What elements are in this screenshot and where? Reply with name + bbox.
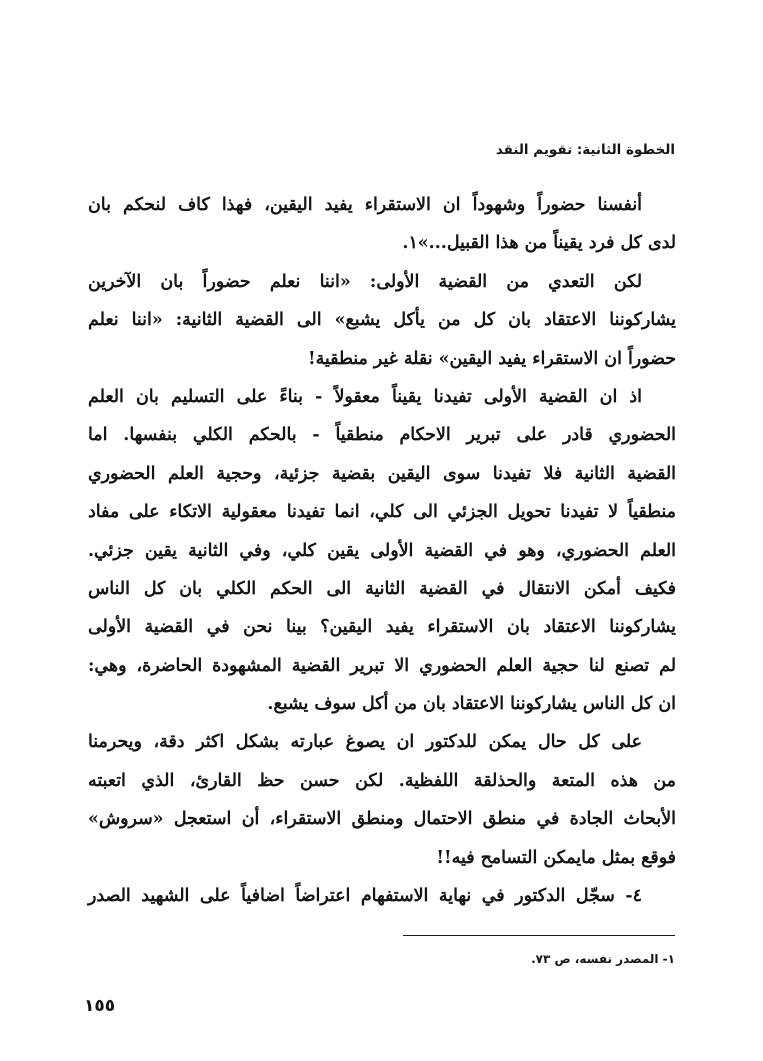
body-text [88,186,676,915]
text-line: ان كل الناس يشاركوننا الاعتقاد بان من أكل سوف يشبع. [267,694,676,715]
text-line: الحضوري قادر على تبرير الاحكام منطقياً - بالحكم الكلي بنفسها. اما [88,425,676,446]
text-line: من هذه المتعة والحذلقة اللفظية. لكن حسن حظ القارئ، الذي اتعبته [88,770,676,791]
text-line: الأبحاث الجادة في منطق الاحتمال ومنطق الاستقراء، أن استعجل «سروش» [88,809,676,830]
footnote: ١- المصدر نفسه، ص ٧٣. [531,952,675,966]
page-number: ١٥٥ [84,996,116,1016]
text-line: العلم الحضوري، وهو في القضية الأولى يقين كلي، وفي الثانية يقين جزئي. [88,540,676,561]
text-line: أنفسنا حضوراً وشهوداً ان الاستقراء يفيد اليقين، فهذا كاف لنحكم بان [88,195,642,215]
text-line: لكن التعدي من القضية الأولى: «اننا نعلم حضوراً بان الآخرين [88,271,642,292]
text-line: على كل حال يمكن للدكتور ان يصوغ عبارته بشكل اكثر دقة، ويحرمنا [88,732,642,753]
footnote-divider [403,935,675,936]
text-line: حضوراً ان الاستقراء يفيد اليقين» نقلة غير منطقية! [307,348,676,369]
text-line: القضية الثانية فلا تفيدنا سوى اليقين بقضية جزئية، وحجية العلم الحضوري [88,463,676,484]
text-line: يشاركوننا الاعتقاد بان الاستقراء يفيد اليقين؟ بينا نحن في القضية الأولى [88,617,676,638]
text-line: فكيف أمكن الانتقال في القضية الثانية الى الحكم الكلي بان كل الناس [88,578,676,599]
text-line: ٤- سجّل الدكتور في نهاية الاستفهام اعتراضاً اضافياً على الشهيد الصدر [88,886,642,907]
text-line: منطقياً لا تفيدنا تحويل الجزئي الى كلي، انما تفيدنا معقولية الاتكاء على مفاد [88,502,676,523]
text-line: لدى كل فرد يقيناً من هذا القبيل...»١. [402,233,676,254]
running-header: الخطوة الثانية: تقويم النقد [495,142,675,158]
text-line: لم تصنع لنا حجية العلم الحضوري الا تبرير القضية المشهودة الحاضرة، وهي: [88,655,676,676]
text-line: اذ ان القضية الأولى تفيدنا يقيناً معقولاً - بناءً على التسليم بان العلم [88,386,642,407]
text-line: يشاركوننا الاعتقاد بان كل من يأكل يشبع» الى القضية الثانية: «اننا نعلم [88,310,676,331]
text-line: فوقع بمثل مايمكن التسامح فيه!! [436,847,676,868]
